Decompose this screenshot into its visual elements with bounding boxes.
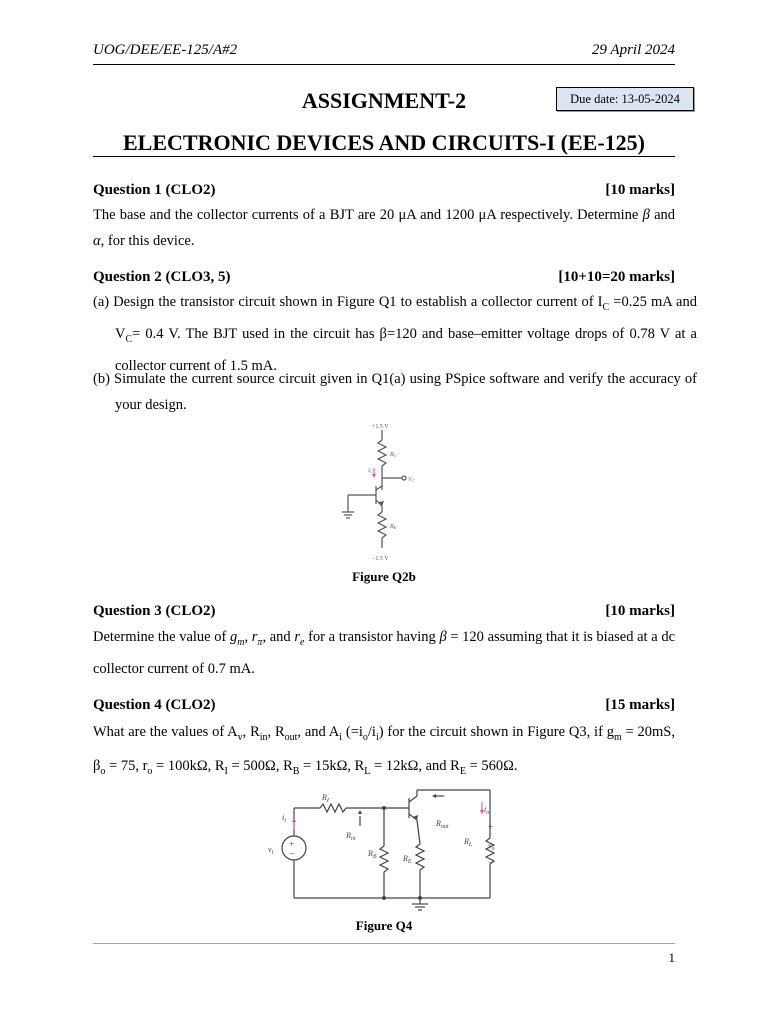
- vi-label: $v_i$: [268, 845, 274, 856]
- q4-sub: i: [339, 731, 343, 743]
- vo-minus: −: [488, 858, 494, 869]
- q2a-sub: C: [125, 333, 133, 345]
- question-1-title: Question 1 (CLO2): [93, 182, 216, 198]
- gm-sub: m: [237, 636, 245, 648]
- question-2-part-b: (b) Simulate the current source circuit given in Q1(a) using PSpice software and verify the accuracy of your design.: [93, 371, 697, 413]
- figure-q2b-caption: Figure Q2b: [352, 569, 416, 584]
- title-rule: [93, 156, 675, 157]
- q4-sub: out: [284, 731, 298, 743]
- q4-text: = 560Ω.: [465, 757, 518, 774]
- q4-text: (=i: [342, 724, 363, 740]
- q4-text: = 100kΩ, R: [152, 757, 225, 774]
- ic-label: IC: [368, 468, 374, 474]
- page-header: [93, 42, 675, 65]
- re-label: RE: [390, 524, 397, 530]
- course-title: ELECTRONIC DEVICES AND CIRCUITS-I (EE-125): [123, 130, 645, 155]
- rout-label: $R_{out}$: [436, 819, 449, 830]
- rpi-sub: π: [257, 636, 263, 648]
- alpha-symbol: α: [93, 233, 101, 249]
- q4-sub: in: [259, 731, 268, 743]
- q4-text: = 75, r: [105, 757, 148, 774]
- q3-text: for a transistor having: [304, 629, 440, 645]
- rb-label: $R_B$: [368, 849, 377, 860]
- question-2-heading: [93, 269, 675, 286]
- document-date: 29 April 2024: [591, 42, 675, 58]
- rpi-symbol: r: [251, 629, 258, 645]
- q4-sub: o: [100, 765, 106, 777]
- q3-text: = 120 assuming that it is biased at a dc collector current of 0.7 mA.: [93, 629, 676, 677]
- rc-label: RC: [390, 452, 397, 458]
- figure-q4-caption: Figure Q4: [355, 918, 413, 933]
- question-1-text: [93, 202, 675, 254]
- figure-q2b-circuit: [330, 420, 440, 566]
- q2a-text: = 0.4 V. The BJT used in the circuit has β=120 and base–emitter voltage drops of 0.78 V at a collector current of 1.5 mA.: [115, 325, 697, 374]
- q2a-text: (a) Design the transistor circuit shown in Figure Q1 to establish a collector current of I: [93, 294, 603, 310]
- svg-text:−: −: [289, 849, 295, 860]
- q4-text: = 500Ω, R: [227, 757, 293, 774]
- q1-text-part: and: [649, 207, 676, 223]
- question-3-heading: [93, 603, 675, 620]
- gm-symbol: g: [230, 629, 238, 645]
- beta-symbol: β: [439, 629, 447, 645]
- question-4-marks: [15 marks]: [605, 697, 675, 713]
- q4-text: , R: [267, 724, 285, 740]
- q4-text: , R: [242, 724, 260, 740]
- question-3-text: [93, 624, 675, 682]
- q1-text-part: , for this device.: [100, 233, 195, 249]
- q2a-text: =0.25 mA and V: [115, 294, 697, 342]
- ri-label: $R_I$: [322, 793, 329, 804]
- q4-sub: L: [364, 765, 371, 777]
- q4-sub: m: [613, 731, 622, 743]
- q4-text: /i: [367, 724, 376, 740]
- q4-sub: B: [292, 765, 300, 777]
- io-label: $i_o$: [484, 805, 490, 816]
- q4-sub: E: [459, 765, 466, 777]
- page-number: 1: [668, 950, 675, 965]
- re-sub: e: [299, 636, 305, 648]
- svg-text:+: +: [289, 839, 295, 849]
- question-1-marks: [10 marks]: [605, 182, 675, 198]
- question-4-title: Question 4 (CLO2): [93, 697, 216, 713]
- q4-text: = 15kΩ, R: [299, 757, 365, 774]
- question-4-text: [93, 718, 675, 786]
- question-4-heading: [93, 697, 675, 714]
- q4-sub: v: [237, 731, 243, 743]
- q3-text: , and: [262, 629, 295, 645]
- q1-text-part: The base and the collector currents of a BJT are 20 μA and 1200 μA respectively. Determine: [93, 207, 639, 223]
- assignment-title: ASSIGNMENT-2: [301, 88, 467, 113]
- q4-text: ) for the circuit shown in Figure Q3, if g: [378, 724, 614, 740]
- vcc-label: +1.5 V: [372, 424, 389, 430]
- re-label-q4: $R_E$: [403, 854, 412, 865]
- q4-sub: I: [224, 765, 228, 777]
- vo-label: $v_o$: [488, 841, 495, 852]
- q4-text: What are the values of A: [93, 724, 238, 740]
- q4-text: = 20mS, β: [93, 724, 675, 774]
- q3-text: Determine the value of: [93, 629, 230, 645]
- question-1-heading: [93, 182, 675, 199]
- beta-symbol: β: [642, 207, 650, 223]
- question-3-marks: [10 marks]: [605, 603, 675, 619]
- q4-text: , and A: [297, 724, 340, 740]
- figure-q4-circuit: [262, 786, 502, 916]
- document-code: UOG/DEE/EE-125/A#2: [93, 42, 238, 58]
- vo-plus: +: [488, 822, 494, 832]
- q3-text: ,: [244, 629, 252, 645]
- question-2-marks: [10+10=20 marks]: [558, 269, 675, 285]
- q4-text: = 12kΩ, and R: [370, 757, 460, 774]
- q4-sub: o: [147, 765, 153, 777]
- rin-label: $R_{in}$: [346, 831, 356, 842]
- vee-label: −1.5 V: [372, 556, 389, 562]
- question-3-title: Question 3 (CLO2): [93, 603, 216, 619]
- ii-label: $i_i$: [282, 813, 286, 824]
- rl-label: $R_L$: [464, 837, 473, 848]
- vc-label: VC: [408, 477, 415, 483]
- due-date-box: Due date: 13-05-2024: [556, 87, 694, 111]
- footer-rule: [93, 943, 675, 944]
- question-2-title: Question 2 (CLO3, 5): [93, 269, 231, 285]
- re-symbol: r: [294, 629, 300, 645]
- q2a-sub: C: [602, 301, 610, 313]
- q4-sub: i: [375, 731, 379, 743]
- q4-sub: o: [362, 731, 368, 743]
